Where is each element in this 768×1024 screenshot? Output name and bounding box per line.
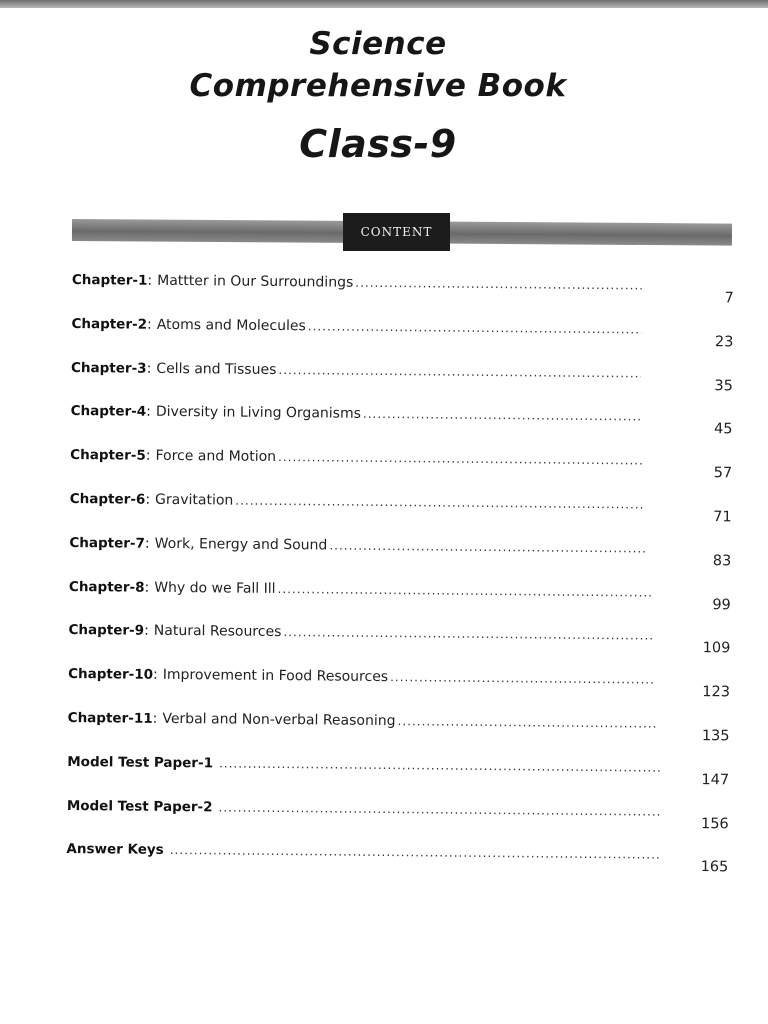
toc-page-number: 7 <box>724 290 734 307</box>
toc-leader-dots <box>235 491 646 515</box>
toc-entry: Chapter-5 : Force and Motion ..... <box>70 445 644 471</box>
toc-page-number: 156 <box>700 815 729 832</box>
toc-page-number: 99 <box>712 596 731 613</box>
toc-page-number: 165 <box>700 859 729 876</box>
toc-page-number: 123 <box>702 684 731 701</box>
toc-entry-label: Chapter-8 <box>68 578 145 596</box>
toc-entry-title: Force and Motion <box>155 447 277 466</box>
toc-leader-dots <box>390 667 656 690</box>
toc-row <box>68 620 732 670</box>
toc-entry <box>66 839 660 865</box>
toc-entry-title: Improvement in Food Resources <box>162 667 389 686</box>
toc-entry-label: Chapter-5 <box>70 447 146 464</box>
toc-leader-dots <box>278 447 644 471</box>
toc-leader-dots <box>277 579 651 603</box>
toc-row <box>69 489 733 539</box>
toc-row <box>69 533 733 583</box>
toc-leader-dots <box>355 273 642 296</box>
toc-entry: Chapter-10 : Improvement in Food Resources ..... <box>68 664 656 690</box>
toc-entry-title: Diversity in Living Organisms <box>155 404 362 423</box>
toc-leader-dots <box>308 316 642 339</box>
toc-entry: Chapter-4 : Diversity in Living Organisms ..... <box>71 401 643 426</box>
page-top-edge <box>0 0 768 8</box>
toc-entry-title: Mattter in Our Surroundings <box>157 272 354 291</box>
toc-row <box>70 401 734 451</box>
toc-row <box>67 796 731 846</box>
book-title-block <box>0 24 768 174</box>
toc-entry-label: Chapter-1 <box>71 271 148 289</box>
toc-entry-label: Chapter-9 <box>68 622 145 640</box>
toc-row <box>67 752 731 802</box>
toc-entry-title: Why do we Fall Ill <box>154 579 276 597</box>
toc-entry <box>67 752 661 778</box>
toc-page-number: 109 <box>702 640 731 657</box>
toc-page-number: 45 <box>713 421 733 438</box>
toc-entry-label: Chapter-6 <box>69 490 146 508</box>
toc-page-number: 135 <box>701 728 730 745</box>
toc-entry-title: Cells and Tissues <box>156 360 277 378</box>
toc-row <box>66 839 730 889</box>
toc-entry-label: Model Test Paper-1 <box>67 753 214 772</box>
toc-page-number: 57 <box>713 465 733 482</box>
toc-row <box>70 445 734 495</box>
toc-entry-label: Chapter-4 <box>70 403 147 421</box>
toc-entry-title: Work, Energy and Sound <box>154 535 328 554</box>
toc-entry: Chapter-8 : Why do we Fall Ill ..... <box>69 577 651 603</box>
toc-entry-label: Chapter-2 <box>71 315 148 333</box>
toc-entry <box>67 796 661 822</box>
toc-page-number: 35 <box>714 377 733 394</box>
table-of-contents <box>66 270 736 890</box>
book-subject-title: Science <box>309 26 447 62</box>
toc-leader-dots <box>329 535 647 558</box>
toc-page-number: 71 <box>713 509 732 526</box>
toc-row <box>72 270 736 320</box>
toc-entry-label: Chapter-3 <box>70 359 147 377</box>
toc-entry-title: Atoms and Molecules <box>156 316 306 335</box>
toc-leader-dots <box>218 797 660 821</box>
toc-entry: Chapter-1 : Mattter in Our Surroundings ..... <box>72 270 642 295</box>
toc-leader-dots <box>170 840 661 865</box>
toc-entry-label: Chapter-7 <box>69 534 146 552</box>
toc-entry: Chapter-6 : Gravitation ..... <box>70 489 646 515</box>
toc-page-number: 147 <box>701 771 730 789</box>
toc-row <box>71 358 735 408</box>
toc-entry-title: Natural Resources <box>153 623 282 641</box>
toc-leader-dots <box>219 753 661 777</box>
toc-entry: Chapter-2 : Atoms and Molecules ..... <box>71 314 641 339</box>
toc-page-number: 83 <box>712 552 732 570</box>
toc-leader-dots <box>278 360 641 383</box>
toc-entry-label: Chapter-10 <box>68 666 154 683</box>
toc-entry-title: Verbal and Non-verbal Reasoning <box>162 710 396 730</box>
toc-leader-dots <box>363 404 643 427</box>
toc-row <box>67 708 731 758</box>
toc-entry: Chapter-7 : Work, Energy and Sound ..... <box>69 533 647 559</box>
content-section-label: CONTENT <box>343 213 450 251</box>
book-type-title: Comprehensive Book <box>189 68 567 104</box>
toc-entry-label: Model Test Paper-2 <box>66 797 213 815</box>
toc-entry: Chapter-9 : Natural Resources ..... <box>68 620 652 646</box>
toc-entry: Chapter-3 : Cells and Tissues ..... <box>71 358 641 383</box>
toc-entry-label: Chapter-11 <box>67 709 153 727</box>
toc-row <box>68 664 732 714</box>
book-class-title: Class-9 <box>299 122 457 166</box>
toc-entry: Chapter-11 : Verbal and Non-verbal Reasoning ..... <box>68 708 658 734</box>
toc-leader-dots <box>397 711 657 733</box>
toc-row <box>71 314 735 364</box>
toc-row <box>69 577 733 627</box>
toc-entry-title: Gravitation <box>155 491 234 509</box>
toc-entry-label: Answer Keys <box>66 841 164 859</box>
toc-leader-dots <box>283 622 652 646</box>
toc-page-number: 23 <box>714 333 734 351</box>
